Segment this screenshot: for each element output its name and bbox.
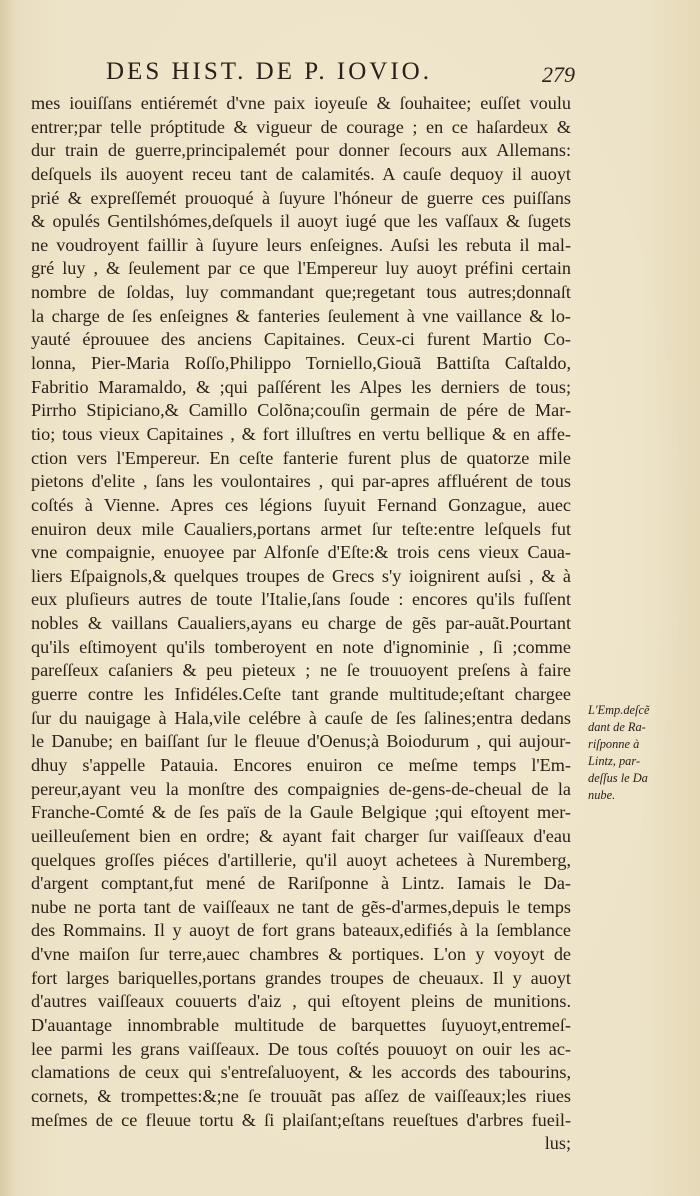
text-line: nombre de ſoldas, luy commandant que;regetant tous autres;donnaſt xyxy=(31,282,571,303)
text-line: mes iouiſſans entiéremét d'vne paix ioyeuſe & ſouhaitee; euſſet voulu xyxy=(31,93,571,113)
text-line: Pirrho Stipiciano,& Camillo Colõna;couſin germain de pére de Mar- xyxy=(31,400,571,421)
text-line: des Rommains. Il y auoyt de fort grans bateaux,edifiés à la ſemblance xyxy=(31,920,571,941)
text-line: pareſſeux caſaniers & peu pieteux ; ne ſe trouuoyent preſens à faire xyxy=(31,660,571,681)
text-line: Fabritio Maramaldo, & ;qui paſſérent les Alpes les derniers de tous; xyxy=(31,376,571,397)
text-line: enuiron deux mile Caualiers,portans armet ſur teſte:entre leſquels fut xyxy=(31,518,571,539)
margin-note-line: deſſus le Da xyxy=(588,771,648,785)
text-line: dur train de guerre,principalemét pour donner ſecours aux Allemans: xyxy=(31,140,571,161)
text-line: ne voudroyent faillir à ſuyure leurs enſeignes. Auſsi les rebuta il mal- xyxy=(31,234,571,255)
text-line: vne compaignie, enuoyee par Alfonſe d'Eſte:& trois cens vieux Caua- xyxy=(31,542,571,563)
text-line: quelques groſſes piéces d'artillerie, qu'il auoyt achetees à Nuremberg, xyxy=(31,849,571,870)
text-line: meſmes de ce fleuue tortu & ſi plaiſant;eſtans reueſtues d'arbres fueil- xyxy=(31,1109,571,1130)
text-line: ction vers l'Empereur. En ceſte fanterie furent plus de quatorze mile xyxy=(31,447,571,468)
text-line: tio; tous vieux Capitaines , & fort illuſtres en vertu bellique & en affe- xyxy=(31,423,571,444)
text-line: lonna, Pier-Maria Roſſo,Philippo Torniello,Giouã Battiſta Caſtaldo, xyxy=(31,353,571,374)
page-number: 279 xyxy=(542,62,575,87)
text-line: D'auantage innombrable multitude de barquettes ſuyuoyt,entremeſ- xyxy=(31,1014,571,1035)
text-line: eux pluſieurs autres de toute l'Italie,ſans ſoude : encores qu'ils fuſſent xyxy=(31,589,571,610)
text-line: cornets, & trompettes:&;ne ſe trouuãt pas aſſez de vaiſſeaux;les riues xyxy=(31,1085,571,1106)
text-line: la charge de ſes enſeignes & fanteries ſeulement à vne vaillance & lo- xyxy=(31,305,571,326)
text-line: le Danube; en baiſſant ſur le fleuue d'Oenus;à Boiodurum , qui aujour- xyxy=(31,731,571,752)
text-line: fort larges bariquelles,portans grandes troupes de cheuaux. Il y auoyt xyxy=(31,967,571,988)
text-line: entrer;par telle próptitude & vigueur de courage ; en ce haſardeux & xyxy=(31,116,571,137)
margin-note-line: riſponne à xyxy=(588,737,640,751)
body-text xyxy=(31,92,571,1156)
text-line: dhuy s'appelle Patauia. Encores enuiron ce meſme temps l'Em- xyxy=(31,754,571,775)
text-line: d'autres vaiſſeaux couuerts d'aiz , qui eſtoyent pleins de munitions. xyxy=(31,991,571,1012)
text-line: lus; xyxy=(544,1133,571,1154)
text-line: d'argent comptant,fut mené de Rariſponne à Lintz. Iamais le Da- xyxy=(31,873,571,894)
text-line: nube ne porta tant de vaiſſeaux ne tant de gẽs-d'armes,depuis le temps xyxy=(31,896,571,917)
margin-note-line: Lintz, par- xyxy=(588,754,641,768)
text-line: pietons d'elite , ſans les voulontaires , qui par-apres affluérent de tous xyxy=(31,471,571,492)
text-line: ſur du nauigage à Hala,vile celébre à cauſe de ſes ſalines;entra dedans xyxy=(31,707,571,728)
text-line: liers Eſpaignols,& quelques troupes de Grecs s'y ioignirent auſsi , & à xyxy=(31,565,571,586)
text-line: yauté éprouuee des anciens Capitaines. Ceux-ci furent Martio Co- xyxy=(31,329,571,350)
text-line: prié & expreſſemét prouoqué à ſuyure l'hóneur de guerre ces puiſſans xyxy=(31,187,571,208)
margin-note-line: dant de Ra- xyxy=(588,720,646,734)
text-line: deſquels ils auoyent receu tant de calamités. A cauſe dequoy il auoyt xyxy=(31,163,571,184)
margin-note xyxy=(588,702,696,804)
text-line: coſtés à Vienne. Apres ces légions ſuyuit Fernand Gonzague, auec xyxy=(31,494,571,515)
text-line: Franche-Comté & de ſes païs de la Gaule Belgique ;qui eſtoyent mer- xyxy=(31,802,571,823)
running-title: DES HIST. DE P. IOVIO. xyxy=(106,58,432,85)
text-line: d'vne maiſon ſur terre,auec chambres & portiques. L'on y voyoyt de xyxy=(31,944,571,965)
text-line: gré luy , & ſeulement par ce que l'Empereur luy auoyt préfini certain xyxy=(31,258,571,279)
text-line: & opulés Gentilshómes,deſquels il auoyt iugé que les vaſſaux & ſugets xyxy=(31,211,571,232)
text-line: pereur,ayant veu la monſtre des compaignies de-gens-de-cheual de la xyxy=(31,778,571,799)
text-line: ueilleuſement bien en ordre; & ayant fait charger ſur vaiſſeaux d'eau xyxy=(31,825,571,846)
margin-note-line: nube. xyxy=(588,788,616,802)
text-line: nobles & vaillans Caualiers,ayans eu charge de gẽs par-auãt.Pourtant xyxy=(31,613,571,634)
text-line: qu'ils eſtimoyent qu'ils tomberoyent en note d'ignominie , ſi ;comme xyxy=(31,636,571,657)
margin-note-line: L'Emp.deſcẽ xyxy=(588,703,650,717)
text-line: lee parmi les grans vaiſſeaux. De tous coſtés pouuoyt on ouir les ac- xyxy=(31,1038,571,1059)
text-line: guerre contre les Infidéles.Ceſte tant grande multitude;eſtant chargee xyxy=(31,684,571,705)
text-line: clamations de ceux qui s'entreſaluoyent, & les accords des tabourins, xyxy=(31,1062,571,1083)
